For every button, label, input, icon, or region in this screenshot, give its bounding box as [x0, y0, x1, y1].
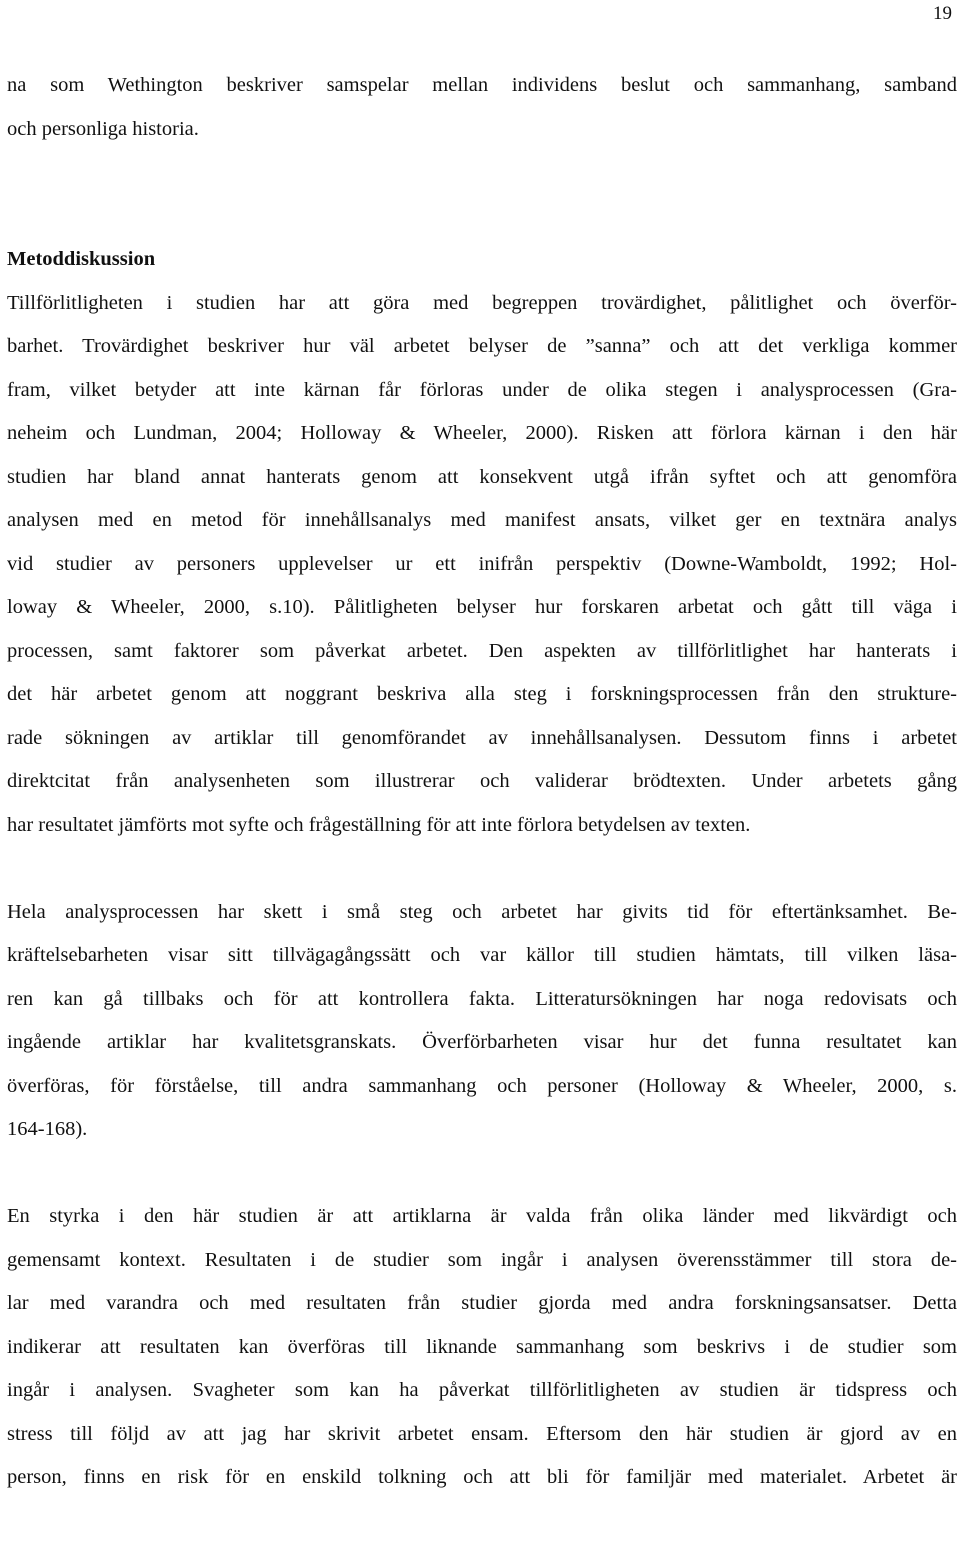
paragraph-2	[7, 891, 957, 1152]
paragraph-line: ingår i analysen. Svagheter som kan ha påverkat tillförlitligheten av studien är tidspress och	[7, 1379, 957, 1401]
paragraph-line: processen, samt faktorer som påverkat arbetet. Den aspekten av tillförlitlighet har hanterats i	[7, 639, 957, 662]
paragraph-line: och personliga historia.	[7, 117, 199, 140]
paragraph-3	[7, 1195, 957, 1500]
paragraph-line: barhet. Trovärdighet beskriver hur väl arbetet belyser de ”sanna” och att det verkliga kommer	[7, 335, 957, 357]
paragraph-line: lar med varandra och med resultaten från studier gjorda med andra forskningsansatser. Detta	[7, 1292, 957, 1314]
paragraph-line: loway & Wheeler, 2000, s.10). Pålitligheten belyser hur forskaren arbetat och gått till väga i	[7, 596, 957, 618]
paragraph-line: fram, vilket betyder att inte kärnan får förloras under de olika stegen i analysprocessen (Gra-	[7, 378, 957, 401]
section-spacing	[7, 151, 957, 238]
paragraph-1	[7, 282, 957, 848]
paragraph-line: ingående artiklar har kvalitetsgranskats. Överförbarheten visar hur det funna resultatet kan	[7, 1031, 957, 1053]
carryover-paragraph	[7, 64, 957, 151]
paragraph-line: det här arbetet genom att noggrant beskriva alla steg i forskningsprocessen från den strukture-	[7, 683, 957, 705]
page-number: 19	[933, 3, 952, 24]
paragraph-line: Hela analysprocessen har skett i små steg och arbetet har givits tid för eftertänksamhet. Be-	[7, 900, 957, 923]
paragraph-line: rade sökningen av artiklar till genomförandet av innehållsanalysen. Dessutom finns i arbetet	[7, 726, 957, 749]
paragraph-line: Tillförlitligheten i studien har att göra med begreppen trovärdighet, pålitlighet och överför-	[7, 291, 957, 314]
paragraph-line: person, finns en risk för en enskild tolkning och att bli för familjär med materialet. Arbetet är	[7, 1466, 957, 1488]
paragraph-line: neheim och Lundman, 2004; Holloway & Wheeler, 2000). Risken att förlora kärnan i den här	[7, 422, 957, 444]
paragraph-line: 164-168).	[7, 1118, 88, 1140]
paragraph-line: En styrka i den här studien är att artiklarna är valda från olika länder med likvärdigt och	[7, 1205, 957, 1227]
paragraph-spacing	[7, 1152, 957, 1196]
paragraph-line: stress till följd av att jag har skrivit arbetet ensam. Eftersom den här studien är gjord av en	[7, 1422, 957, 1445]
paragraph-line: ren kan gå tillbaks och för att kontrollera fakta. Litteratursökningen har noga redovisats och	[7, 987, 957, 1010]
section-heading: Metoddiskussion	[7, 248, 156, 270]
paragraph-line: överföras, för förståelse, till andra sammanhang och personer (Holloway & Wheeler, 2000, s.	[7, 1074, 957, 1097]
paragraph-line: har resultatet jämförts mot syfte och frågeställning för att inte förlora betydelsen av texten.	[7, 813, 751, 836]
paragraph-line: gemensamt kontext. Resultaten i de studier som ingår i analysen överensstämmer till stora de-	[7, 1248, 957, 1271]
paragraph-line: analysen med en metod för innehållsanalys med manifest ansats, vilket ger en textnära analys	[7, 509, 957, 531]
paragraph-line: na som Wethington beskriver samspelar mellan individens beslut och sammanhang, samband	[7, 74, 957, 96]
paragraph-spacing	[7, 847, 957, 891]
paragraph-line: studien har bland annat hanterats genom att konsekvent utgå ifrån syftet och att genomföra	[7, 465, 957, 488]
section-metoddiskussion	[7, 238, 957, 1500]
paragraph-line: kräftelsebarheten visar sitt tillvägagångssätt och var källor till studien hämtats, till vilken läsa-	[7, 944, 957, 966]
document-body	[7, 64, 957, 1500]
paragraph-line: direktcitat från analysenheten som illustrerar och validerar brödtexten. Under arbetets gång	[7, 770, 957, 792]
paragraph-line: indikerar att resultaten kan överföras till liknande sammanhang som beskrivs i de studier som	[7, 1335, 957, 1358]
paragraph-line: vid studier av personers upplevelser ur ett inifrån perspektiv (Downe-Wamboldt, 1992; Hol-	[7, 552, 957, 575]
